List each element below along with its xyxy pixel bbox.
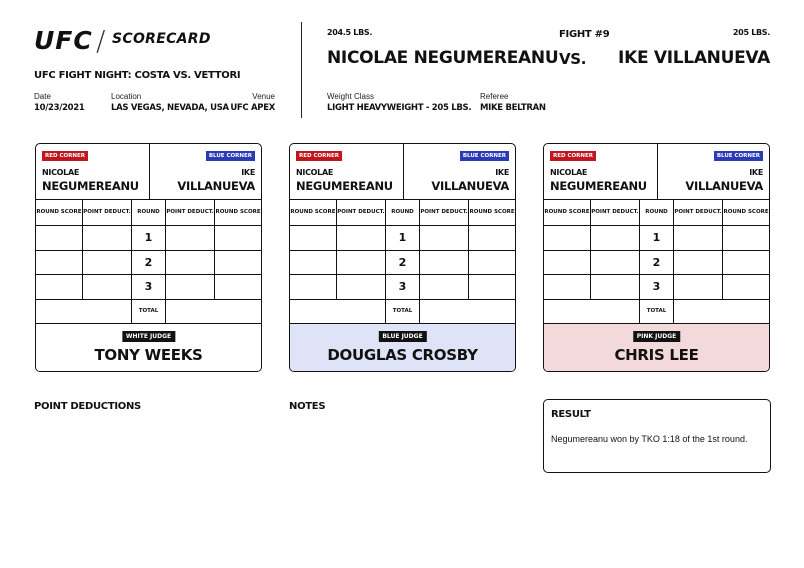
scorecard-heading: SCORECARD (112, 31, 211, 47)
blue-point-deduct-cell[interactable] (419, 275, 468, 300)
red-point-deduct-cell[interactable] (336, 275, 385, 300)
red-point-deduct-cell[interactable] (82, 226, 131, 251)
red-point-deduct-cell[interactable] (82, 250, 131, 275)
corner-divider (657, 144, 658, 199)
col-point-deduct: POINT DEDUCT. (419, 200, 468, 226)
red-corner-badge: RED CORNER (550, 151, 596, 161)
red-total-cell[interactable] (544, 299, 639, 324)
header-divider (301, 22, 302, 118)
red-corner-badge: RED CORNER (42, 151, 88, 161)
round-number: 1 (131, 226, 165, 251)
red-round-score-cell[interactable] (36, 275, 82, 300)
red-point-deduct-cell[interactable] (590, 250, 639, 275)
grid-header-row (36, 200, 261, 226)
blue-corner-badge: BLUE CORNER (206, 151, 255, 161)
col-point-deduct: POINT DEDUCT. (336, 200, 385, 226)
logo-divider: / (96, 24, 106, 57)
blue-fighter-weight: 205 LBS. (732, 28, 770, 37)
red-round-score-cell[interactable] (544, 275, 590, 300)
blue-total-cell[interactable] (419, 299, 515, 324)
judge-badge: PINK JUDGE (633, 331, 681, 342)
round-row (290, 250, 515, 275)
total-row (290, 299, 515, 324)
round-row (36, 226, 261, 251)
score-grid (36, 199, 261, 324)
round-row (36, 275, 261, 300)
col-round-score: ROUND SCORE (36, 200, 82, 226)
total-row (36, 299, 261, 324)
red-fighter-weight: 204.5 LBS. (327, 28, 373, 37)
red-last-name: NEGUMEREANU (42, 179, 139, 193)
round-number: 1 (639, 226, 673, 251)
blue-point-deduct-cell[interactable] (673, 275, 722, 300)
round-number: 2 (131, 250, 165, 275)
blue-round-score-cell[interactable] (469, 275, 515, 300)
round-number: 3 (385, 275, 419, 300)
red-first-name: NICOLAE (42, 168, 79, 177)
blue-round-score-cell[interactable] (215, 226, 261, 251)
date-label: Date (34, 92, 51, 101)
blue-point-deduct-cell[interactable] (673, 226, 722, 251)
judge-scorecard (35, 143, 262, 372)
red-point-deduct-cell[interactable] (82, 275, 131, 300)
blue-round-score-cell[interactable] (469, 226, 515, 251)
red-point-deduct-cell[interactable] (590, 226, 639, 251)
vs-label: VS. (559, 50, 587, 68)
result-text: Negumereanu won by TKO 1:18 of the 1st round. (551, 434, 748, 444)
blue-total-cell[interactable] (165, 299, 261, 324)
judge-badge: BLUE JUDGE (378, 331, 426, 342)
col-round: ROUND (131, 200, 165, 226)
round-number: 2 (639, 250, 673, 275)
red-point-deduct-cell[interactable] (590, 275, 639, 300)
blue-last-name: VILLANUEVA (431, 179, 509, 193)
red-first-name: NICOLAE (296, 168, 333, 177)
col-point-deduct: POINT DEDUCT. (673, 200, 722, 226)
judge-name: DOUGLAS CROSBY (327, 346, 478, 364)
total-label: TOTAL (639, 299, 673, 324)
red-round-score-cell[interactable] (544, 226, 590, 251)
result-heading: RESULT (551, 409, 591, 420)
blue-fighter-name: IKE VILLANUEVA (618, 48, 770, 68)
judge-scorecard (543, 143, 770, 372)
red-round-score-cell[interactable] (290, 250, 336, 275)
corner-divider (149, 144, 150, 199)
judge-area (544, 323, 769, 372)
round-number: 3 (639, 275, 673, 300)
referee-value: MIKE BELTRAN (480, 103, 546, 113)
red-round-score-cell[interactable] (36, 250, 82, 275)
blue-point-deduct-cell[interactable] (419, 226, 468, 251)
round-row (36, 250, 261, 275)
total-label: TOTAL (385, 299, 419, 324)
total-label: TOTAL (131, 299, 165, 324)
weight-class-value: LIGHT HEAVYWEIGHT - 205 LBS. (327, 103, 472, 113)
blue-corner-badge: BLUE CORNER (460, 151, 509, 161)
round-row (544, 226, 769, 251)
score-grid (290, 199, 515, 324)
blue-last-name: VILLANUEVA (685, 179, 763, 193)
judge-name: CHRIS LEE (614, 346, 699, 364)
col-point-deduct: POINT DEDUCT. (82, 200, 131, 226)
blue-first-name: IKE (749, 168, 763, 177)
judge-area (36, 323, 261, 372)
blue-round-score-cell[interactable] (215, 275, 261, 300)
round-row (544, 275, 769, 300)
red-round-score-cell[interactable] (290, 226, 336, 251)
round-row (290, 275, 515, 300)
judge-area (290, 323, 515, 372)
weight-class-label: Weight Class (327, 92, 374, 101)
event-title: UFC FIGHT NIGHT: COSTA VS. VETTORI (34, 70, 241, 81)
blue-round-score-cell[interactable] (215, 250, 261, 275)
red-round-score-cell[interactable] (290, 275, 336, 300)
red-total-cell[interactable] (36, 299, 131, 324)
red-last-name: NEGUMEREANU (296, 179, 393, 193)
corner-divider (403, 144, 404, 199)
blue-last-name: VILLANUEVA (177, 179, 255, 193)
red-fighter-name: NICOLAE NEGUMEREANU (327, 48, 559, 68)
red-last-name: NEGUMEREANU (550, 179, 647, 193)
round-row (544, 250, 769, 275)
blue-round-score-cell[interactable] (723, 275, 769, 300)
blue-round-score-cell[interactable] (723, 226, 769, 251)
round-number: 1 (385, 226, 419, 251)
venue-label: Venue (252, 92, 275, 101)
score-grid (544, 199, 769, 324)
notes-heading: NOTES (289, 401, 326, 412)
col-point-deduct: POINT DEDUCT. (590, 200, 639, 226)
red-first-name: NICOLAE (550, 168, 587, 177)
blue-total-cell[interactable] (673, 299, 769, 324)
col-round-score: ROUND SCORE (469, 200, 515, 226)
judge-name: TONY WEEKS (94, 346, 203, 364)
col-round-score: ROUND SCORE (290, 200, 336, 226)
col-round: ROUND (639, 200, 673, 226)
blue-first-name: IKE (495, 168, 509, 177)
red-total-cell[interactable] (290, 299, 385, 324)
col-round-score: ROUND SCORE (544, 200, 590, 226)
result-box (543, 399, 771, 473)
grid-header-row (544, 200, 769, 226)
blue-corner-badge: BLUE CORNER (714, 151, 763, 161)
round-number: 3 (131, 275, 165, 300)
round-row (290, 226, 515, 251)
point-deductions-heading: POINT DEDUCTIONS (34, 401, 141, 412)
blue-point-deduct-cell[interactable] (165, 275, 214, 300)
red-round-score-cell[interactable] (36, 226, 82, 251)
col-round-score: ROUND SCORE (723, 200, 769, 226)
venue-value: UFC APEX (230, 103, 275, 113)
fight-number: FIGHT #9 (559, 29, 610, 40)
red-round-score-cell[interactable] (544, 250, 590, 275)
col-round-score: ROUND SCORE (215, 200, 261, 226)
blue-point-deduct-cell[interactable] (165, 226, 214, 251)
ufc-logo: UFC (34, 26, 93, 55)
judge-badge: WHITE JUDGE (122, 331, 175, 342)
total-row (544, 299, 769, 324)
blue-first-name: IKE (241, 168, 255, 177)
red-corner-badge: RED CORNER (296, 151, 342, 161)
blue-round-score-cell[interactable] (723, 250, 769, 275)
referee-label: Referee (480, 92, 509, 101)
judge-scorecard (289, 143, 516, 372)
red-point-deduct-cell[interactable] (336, 226, 385, 251)
col-round: ROUND (385, 200, 419, 226)
blue-point-deduct-cell[interactable] (165, 250, 214, 275)
blue-round-score-cell[interactable] (469, 250, 515, 275)
date-value: 10/23/2021 (34, 103, 85, 113)
round-number: 2 (385, 250, 419, 275)
location-value: LAS VEGAS, NEVADA, USA (111, 103, 229, 113)
red-point-deduct-cell[interactable] (336, 250, 385, 275)
blue-point-deduct-cell[interactable] (419, 250, 468, 275)
location-label: Location (111, 92, 142, 101)
grid-header-row (290, 200, 515, 226)
col-point-deduct: POINT DEDUCT. (165, 200, 214, 226)
blue-point-deduct-cell[interactable] (673, 250, 722, 275)
